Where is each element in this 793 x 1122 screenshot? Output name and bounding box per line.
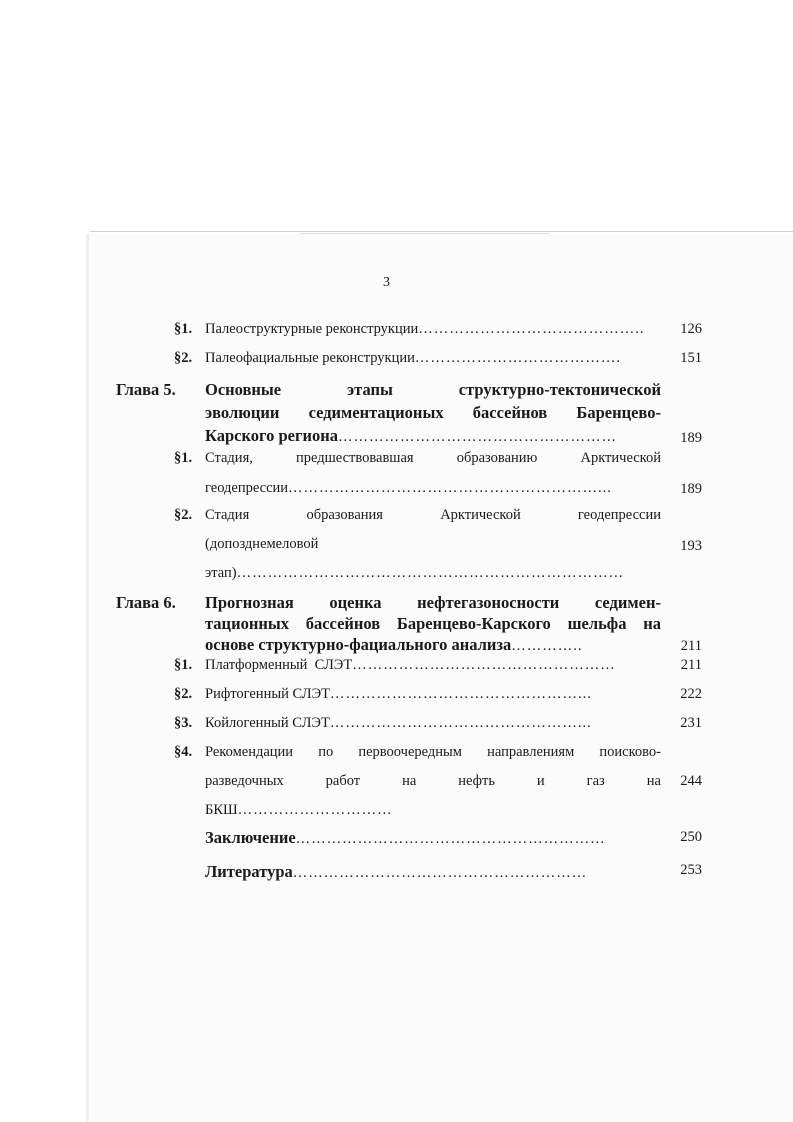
toc-leader-dots: ………………………………………………………………… [236, 565, 625, 581]
toc-entry-text: геодепрессии [205, 480, 289, 496]
word: газ [586, 773, 605, 789]
toc-section-number: §1. [174, 321, 193, 337]
toc-page-number: 193 [680, 538, 702, 554]
word: Баренцево- [576, 403, 661, 422]
word: седиментационых [308, 403, 444, 422]
toc-leader-dots: …………………………………………... [329, 715, 592, 731]
toc-leader-dots: ……………………………………………………... [288, 480, 612, 496]
toc-entry-text: Палеофациальные реконструкции [205, 350, 415, 366]
word: Рекомендации [205, 744, 294, 760]
word: структурно-тектонической [458, 380, 661, 399]
toc-leader-dots: …………………………………….. [418, 321, 645, 337]
toc-section-number: §2. [174, 507, 193, 523]
toc-entry-title [205, 657, 661, 674]
word: бассейнов [472, 403, 548, 422]
chapter-title-line [205, 403, 661, 423]
toc-entry-line [205, 507, 661, 524]
toc-section-number: §1. [174, 657, 193, 673]
toc-leader-dots: ………….. [511, 638, 583, 654]
toc-entry-text: Койлогенный СЛЭТ [205, 715, 330, 731]
chapter-title-line [205, 593, 661, 613]
chapter-title-text: Карского региона [205, 426, 338, 445]
word: бассейнов [305, 614, 381, 633]
toc-page-number: 231 [680, 715, 702, 731]
word: на [646, 773, 661, 789]
paper-edge-shadow [86, 234, 89, 1122]
toc-entry-text: Рифтогенный СЛЭТ [205, 686, 331, 702]
word: Прогнозная [205, 593, 294, 612]
toc-entry-line [205, 565, 661, 582]
word: поисково- [599, 744, 661, 760]
word: этапы [347, 380, 393, 399]
word: Арктической [580, 450, 661, 466]
word: по [318, 744, 334, 760]
toc-leader-dots: …………………………………. [414, 350, 621, 366]
word: предшествовавшая [296, 450, 414, 466]
toc-entry-text: Палеоструктурные реконструкции [205, 321, 419, 337]
page-number: 3 [383, 275, 390, 290]
toc-entry-line [205, 773, 661, 790]
toc-entry-text: (допозднемеловой [205, 536, 319, 552]
word: нефть [458, 773, 495, 789]
toc-leader-dots: ………………………… [237, 802, 393, 818]
toc-entry-line [205, 744, 661, 761]
toc-page-number: 126 [680, 321, 702, 337]
toc-entry-line [205, 480, 661, 497]
word: эволюции [205, 403, 280, 422]
word: первоочередным [358, 744, 462, 760]
toc-section-number: §2. [174, 686, 193, 702]
word: Баренцево-Карского [396, 614, 551, 633]
toc-section-number: §2. [174, 350, 193, 366]
toc-entry-title [205, 350, 661, 367]
toc-leader-dots: ……………………………………………… [338, 429, 617, 445]
toc-entry-title [205, 715, 661, 732]
toc-page-number: 250 [680, 829, 702, 845]
word: разведочных [205, 773, 284, 789]
toc-page-number: 253 [680, 862, 702, 878]
toc-section-number: §4. [174, 744, 193, 760]
toc-entry-text: БКШ [205, 802, 238, 818]
chapter-title-line [205, 635, 661, 655]
toc-leader-dots: ………………………………………………… [292, 865, 588, 881]
toc-page-number: 211 [680, 657, 702, 673]
word: и [536, 773, 545, 789]
word: на [402, 773, 417, 789]
toc-section-number: §3. [174, 715, 193, 731]
word: Стадия, [205, 450, 253, 466]
word: на [643, 614, 661, 633]
word: Основные [205, 380, 282, 399]
toc-page-number: 211 [680, 638, 702, 654]
toc-page-number: 189 [680, 430, 702, 446]
toc-page-number: 244 [680, 773, 702, 789]
toc-entry-title [205, 862, 661, 882]
word: направлениям [487, 744, 575, 760]
toc-leader-dots: …………………………………………… [352, 657, 616, 673]
chapter-label: Глава 6. [116, 593, 176, 612]
word: нефтегазоносности [417, 593, 560, 612]
toc-entry-text: Заключение [205, 828, 296, 847]
toc-entry-text: Литература [205, 862, 293, 881]
word: Арктической [440, 507, 521, 523]
toc-leader-dots: …………………………………………... [330, 686, 592, 702]
word: Стадия [205, 507, 250, 523]
toc-entry-line [205, 450, 661, 467]
top-margin [0, 0, 793, 232]
chapter-title-text: основе структурно-фациального анализа [205, 635, 512, 654]
toc-entry-title [205, 828, 661, 848]
toc-page-number: 189 [680, 481, 702, 497]
chapter-title-line [205, 614, 661, 634]
word: шельфа [567, 614, 627, 633]
toc-entry-text: Платформенный СЛЭТ [205, 657, 353, 673]
word: образования [306, 507, 383, 523]
toc-section-number: §1. [174, 450, 193, 466]
toc-page-number: 151 [680, 350, 702, 366]
word: тационных [205, 614, 289, 633]
toc-entry-title [205, 321, 661, 338]
chapter-title-line [205, 380, 661, 400]
word: образованию [456, 450, 538, 466]
toc-entry-line [205, 802, 661, 819]
toc-leader-dots: …………………………………………………… [295, 831, 606, 847]
toc-entry-title [205, 686, 661, 703]
toc-entry-line [205, 536, 661, 553]
word: геодепрессии [577, 507, 661, 523]
paper-sheet [86, 234, 793, 1122]
toc-page-number: 222 [680, 686, 702, 702]
word: седимен- [594, 593, 661, 612]
chapter-title-line [205, 426, 661, 446]
chapter-label: Глава 5. [116, 380, 176, 399]
word: работ [325, 773, 361, 789]
scan-edge-line [90, 231, 793, 232]
word: оценка [329, 593, 382, 612]
toc-entry-text: этап) [205, 565, 237, 581]
